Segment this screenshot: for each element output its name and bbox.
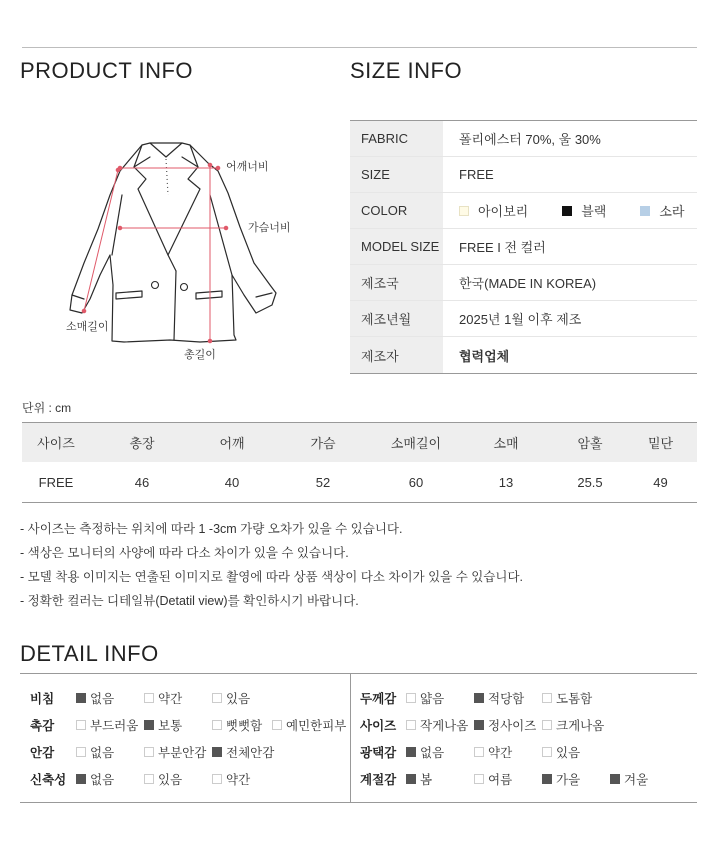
detail-key: 비침 (30, 692, 55, 706)
size-notes (20, 520, 523, 616)
black-swatch (562, 206, 572, 216)
option-label: 있음 (158, 773, 183, 787)
detail-row-stretch (30, 769, 280, 789)
detail-option (76, 716, 144, 734)
checkbox-icon (542, 774, 552, 784)
option-label: 없음 (90, 692, 115, 706)
detail-option (272, 716, 348, 734)
info-key: MODEL SIZE (350, 229, 443, 264)
detail-key: 사이즈 (360, 719, 397, 733)
value-cell: FREE (38, 474, 74, 490)
detail-option (406, 743, 474, 761)
color-name: 블랙 (581, 204, 607, 219)
color-name: 소라 (659, 204, 685, 219)
jacket-diagram (50, 135, 310, 370)
checkbox-icon (144, 747, 154, 757)
option-label: 도톰함 (556, 692, 593, 706)
checkbox-icon (474, 774, 484, 784)
info-row-manufacture-date (350, 301, 697, 337)
info-value: 폴리에스터 70%, 울 30% (459, 132, 601, 147)
info-key: 제조국 (350, 265, 443, 300)
detail-option (542, 689, 610, 707)
detail-option (406, 716, 474, 734)
info-row-model-size (350, 229, 697, 265)
color-options (443, 193, 697, 228)
option-label: 전체안감 (226, 746, 275, 760)
checkbox-icon (474, 720, 484, 730)
info-row-size (350, 157, 697, 193)
detail-option (542, 770, 610, 788)
option-label: 있음 (556, 746, 581, 760)
header-cell: 소매 (493, 436, 519, 451)
option-label: 약간 (158, 692, 183, 706)
value-cell: 25.5 (577, 474, 603, 490)
detail-option (212, 743, 280, 761)
option-label: 얇음 (420, 692, 445, 706)
detail-option (474, 716, 542, 734)
unit-label: 단위 : cm (22, 401, 72, 415)
header-cell: 밑단 (647, 436, 674, 451)
info-value: FREE (459, 167, 494, 182)
option-label: 가을 (556, 773, 581, 787)
checkbox-icon (76, 747, 86, 757)
detail-option (76, 689, 144, 707)
info-key: 제조자 (350, 337, 443, 373)
detail-row-texture (30, 715, 348, 735)
detail-row-gloss (360, 742, 610, 762)
checkbox-icon (406, 774, 416, 784)
detail-key: 두께감 (360, 692, 397, 706)
checkbox-icon (212, 720, 222, 730)
value-cell: 49 (653, 474, 668, 490)
checkbox-icon (406, 720, 416, 730)
detail-option (144, 689, 212, 707)
detail-key: 신축성 (30, 773, 67, 787)
option-label: 적당함 (488, 692, 525, 706)
detail-option (144, 716, 212, 734)
info-row-manufacturer (350, 337, 697, 373)
detail-key: 계절감 (360, 773, 397, 787)
jacket-illustration (50, 135, 310, 370)
note-item: - 사이즈는 측정하는 위치에 따라 1 -3cm 가량 오차가 있을 수 있습니다. (20, 522, 403, 536)
option-label: 크게나옴 (556, 719, 605, 733)
info-value: 2025년 1월 이후 제조 (459, 312, 582, 327)
detail-option (144, 770, 212, 788)
checkbox-icon (406, 693, 416, 703)
header-cell: 어깨 (219, 436, 245, 451)
shoulder-width-label: 어깨너비 (226, 161, 269, 173)
info-row-fabric (350, 121, 697, 157)
header-cell: 총장 (129, 436, 155, 451)
color-name: 아이보리 (478, 204, 529, 219)
detail-divider (350, 674, 351, 802)
top-divider (22, 47, 697, 48)
note-item: - 색상은 모니터의 사양에 따라 다소 차이가 있을 수 있습니다. (20, 546, 349, 560)
measurement-header-row (22, 423, 697, 462)
checkbox-icon (212, 693, 222, 703)
option-label: 여름 (488, 773, 513, 787)
checkbox-icon (212, 774, 222, 784)
ivory-swatch (459, 206, 469, 216)
option-label: 정사이즈 (488, 719, 537, 733)
measurement-row (22, 462, 697, 502)
info-key: 제조년월 (350, 301, 443, 336)
option-label: 보통 (158, 719, 183, 733)
color-option-ivory (459, 201, 528, 220)
sleeve-length-label: 소매길이 (66, 321, 109, 333)
detail-option (406, 770, 474, 788)
sky-blue-swatch (640, 206, 650, 216)
info-value: 한국(MADE IN KOREA) (459, 276, 597, 291)
option-label: 없음 (90, 773, 115, 787)
option-label: 겨울 (624, 773, 649, 787)
checkbox-icon (406, 747, 416, 757)
checkbox-icon (610, 774, 620, 784)
detail-key: 안감 (30, 746, 55, 760)
detail-key: 광택감 (360, 746, 397, 760)
detail-row-thickness (360, 688, 610, 708)
detail-option (144, 743, 212, 761)
option-label: 작게나옴 (420, 719, 469, 733)
checkbox-icon (272, 720, 282, 730)
checkbox-icon (212, 747, 222, 757)
checkbox-icon (542, 747, 552, 757)
detail-option (406, 689, 474, 707)
option-label: 있음 (226, 692, 251, 706)
header-cell: 암홀 (577, 436, 603, 451)
detail-option (212, 716, 272, 734)
note-item: - 모델 착용 이미지는 연출된 이미지로 촬영에 따라 상품 색상이 다소 차이가 있을 수 있습니다. (20, 570, 524, 584)
size-info-table (350, 120, 697, 374)
detail-option (474, 770, 542, 788)
info-key: FABRIC (350, 121, 443, 156)
detail-row-fit (360, 715, 610, 735)
detail-option (542, 743, 610, 761)
checkbox-icon (76, 693, 86, 703)
detail-info-title: DETAIL INFO (20, 641, 159, 666)
info-value: 협력업체 (459, 348, 510, 364)
detail-option (474, 689, 542, 707)
option-label: 없음 (420, 746, 445, 760)
checkbox-icon (144, 774, 154, 784)
size-info-title: SIZE INFO (350, 58, 463, 83)
detail-row-season (360, 769, 666, 789)
info-row-country (350, 265, 697, 301)
detail-info-table (20, 673, 697, 803)
option-label: 약간 (488, 746, 513, 760)
option-label: 뻣뻣함 (226, 719, 263, 733)
checkbox-icon (144, 693, 154, 703)
detail-row-sheerness (30, 688, 280, 708)
info-row-color (350, 193, 697, 229)
header-cell: 가슴 (310, 436, 336, 451)
product-info-title: PRODUCT INFO (20, 58, 194, 83)
checkbox-icon (474, 693, 484, 703)
checkbox-icon (542, 720, 552, 730)
detail-key: 촉감 (30, 719, 55, 733)
detail-option (76, 743, 144, 761)
color-option-black (562, 201, 606, 220)
option-label: 예민한피부 (286, 719, 347, 733)
checkbox-icon (542, 693, 552, 703)
option-label: 없음 (90, 746, 115, 760)
checkbox-icon (144, 720, 154, 730)
detail-option (212, 689, 280, 707)
info-value: FREE I 전 컬러 (459, 240, 546, 255)
chest-width-label: 가슴너비 (248, 222, 291, 234)
detail-option (542, 716, 610, 734)
header-cell: 사이즈 (37, 436, 75, 451)
detail-row-lining (30, 742, 280, 762)
note-item: - 정확한 컬러는 디테일뷰(Detatil view)를 확인하시기 바랍니다. (20, 594, 359, 608)
total-length-label: 총길이 (184, 349, 216, 361)
info-key: SIZE (350, 157, 443, 192)
checkbox-icon (76, 720, 86, 730)
value-cell: 13 (498, 474, 514, 490)
detail-option (610, 770, 666, 788)
color-option-sky (640, 201, 684, 220)
value-cell: 52 (315, 474, 331, 490)
info-key: COLOR (350, 193, 443, 228)
value-cell: 60 (408, 474, 424, 490)
option-label: 부분안감 (158, 746, 207, 760)
measurement-table (22, 422, 697, 503)
option-label: 약간 (226, 773, 251, 787)
option-label: 부드러움 (90, 719, 139, 733)
value-cell: 46 (134, 474, 150, 490)
detail-option (474, 743, 542, 761)
detail-option (76, 770, 144, 788)
header-cell: 소매길이 (390, 436, 442, 451)
value-cell: 40 (224, 474, 240, 490)
detail-option (212, 770, 280, 788)
checkbox-icon (474, 747, 484, 757)
option-label: 봄 (420, 773, 433, 787)
checkbox-icon (76, 774, 86, 784)
